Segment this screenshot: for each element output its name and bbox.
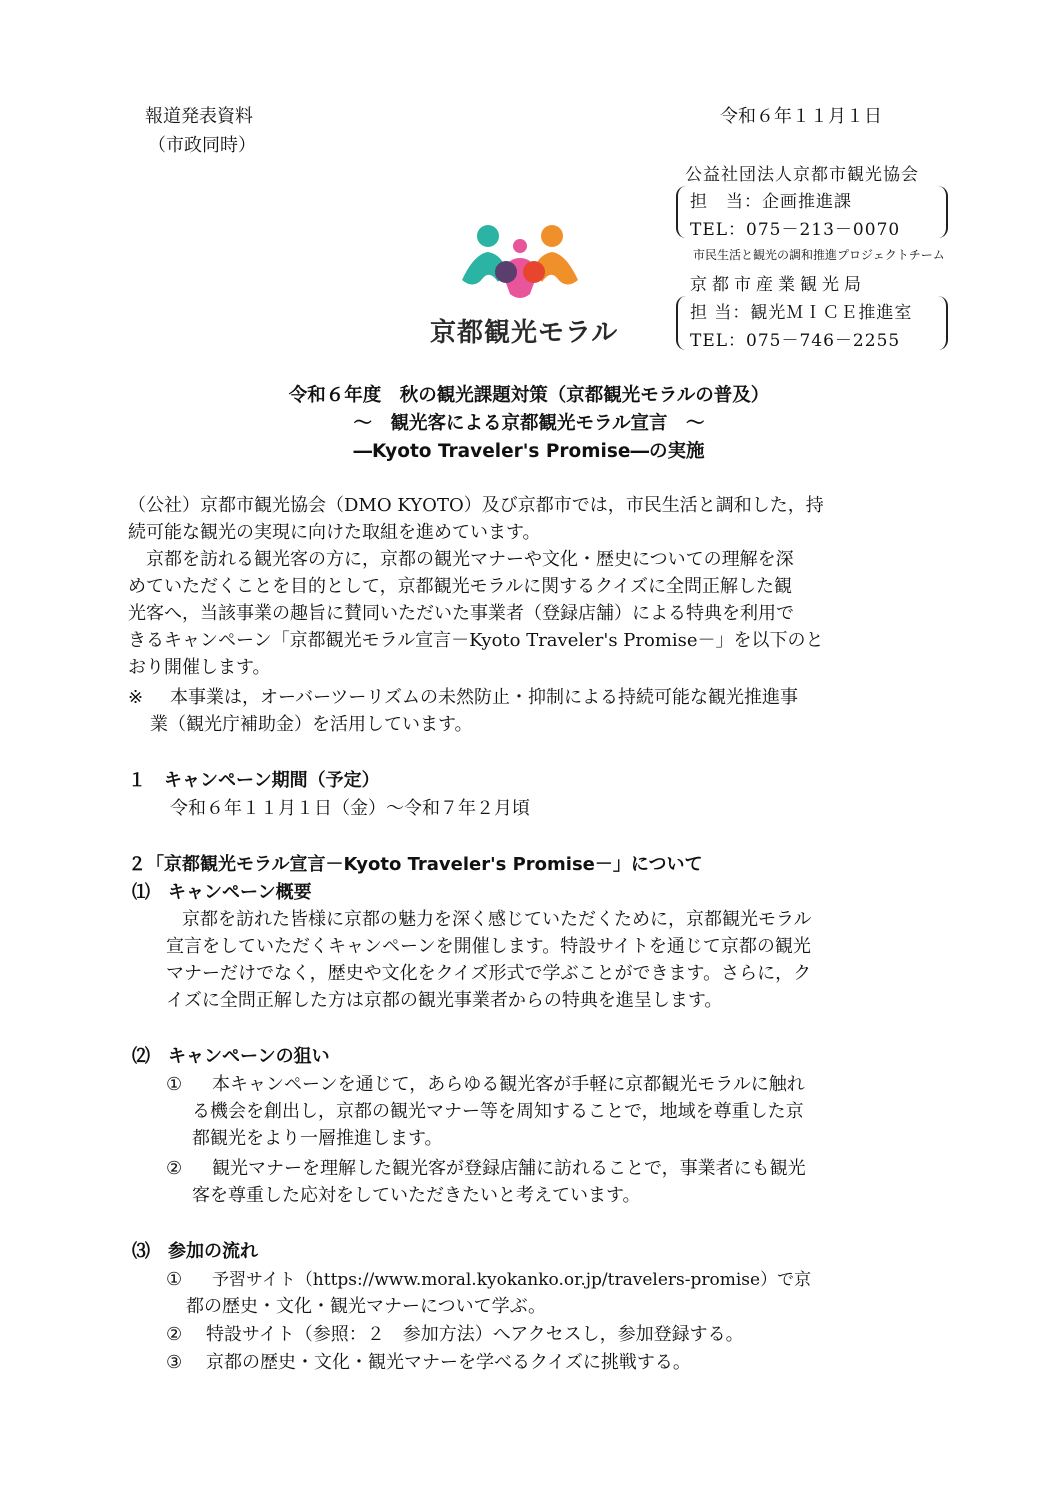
- section2-sub1-heading: ⑴ キャンペーン概要: [132, 882, 312, 903]
- intro-p1-line-2: 続可能な観光の実現に向けた取組を進めています。: [128, 522, 541, 543]
- sub1-line-2: 宣言をしていただくキャンペーンを開催します。特設サイトを通じて京都の観光: [166, 936, 811, 957]
- sub3-item1-line-1: 予習サイト（https://www.moral.kyokanko.or.jp/travelers-promise）で京: [212, 1270, 812, 1290]
- sub3-item1-line-2: 都の歴史・文化・観光マナーについて学ぶ。: [186, 1296, 546, 1317]
- sub2-item1-line-2: る機会を創出し，京都の観光マナー等を周知することで，地域を尊重した京: [192, 1101, 804, 1122]
- sub1-line-3: マナーだけでなく，歴史や文化をクイズ形式で学ぶことができます。さらに，ク: [166, 963, 812, 984]
- intro-p1-line-1: （公社）京都市観光協会（DMO KYOTO）及び京都市では，市民生活と調和した，持: [128, 495, 824, 516]
- intro-p2-line-5: おり開催します。: [128, 657, 271, 678]
- sub2-item1-line-1: 本キャンペーンを通じて，あらゆる観光客が手軽に京都観光モラルに触れ: [212, 1074, 805, 1095]
- sub3-item2-mark: ②: [166, 1324, 183, 1345]
- intro-p2-line-4: きるキャンペーン「京都観光モラル宣言－Kyoto Traveler's Promise－」を以下のと: [128, 630, 824, 651]
- contact-tel-1: TEL：075－213－0070: [690, 220, 901, 240]
- contact-note-2: 市民生活と観光の調和推進プロジェクトチーム: [693, 248, 945, 262]
- section2-sub2-heading: ⑵ キャンペーンの狙い: [132, 1046, 330, 1067]
- sub2-item2-mark: ②: [166, 1158, 183, 1179]
- title-line-3: ―Kyoto Traveler's Promise―の実施: [353, 441, 705, 462]
- release-date: 令和６年１１月１日: [720, 106, 882, 127]
- intro-note-line-1: 本事業は，オーバーツーリズムの未然防止・抑制による持続可能な観光推進事: [170, 687, 799, 708]
- sub2-item1-line-3: 都観光をより一層推進します。: [192, 1128, 443, 1149]
- sub2-item1-mark: ①: [166, 1074, 183, 1095]
- intro-p2-line-1: 京都を訪れる観光客の方に，京都の観光マナーや文化・歴史についての理解を深: [146, 549, 794, 570]
- intro-note-mark: ※: [128, 687, 144, 708]
- sub1-line-4: イズに全問正解した方は京都の観光事業者からの特典を進呈します。: [166, 990, 723, 1011]
- sub3-item2-line-1: 特設サイト（参照：２ 参加方法）へアクセスし，参加登録する。: [206, 1324, 744, 1345]
- intro-p2-line-2: めていただくことを目的として，京都観光モラルに関するクイズに全問正解した観: [128, 576, 793, 597]
- section1-body: 令和６年１１月１日（金）～令和７年２月頃: [170, 798, 530, 819]
- contact-org-1: 公益社団法人京都市観光協会: [685, 165, 919, 185]
- intro-p2-line-3: 光客へ，当該事業の趣旨に賛同いただいた事業者（登録店舗）による特典を利用で: [128, 603, 794, 624]
- intro-note-line-2: 業（観光庁補助金）を活用しています。: [150, 714, 473, 735]
- sub3-item1-mark: ①: [166, 1269, 183, 1290]
- contact-dept-2: 担 当：観光ＭＩＣＥ推進室: [690, 303, 913, 323]
- sub1-line-1: 京都を訪れた皆様に京都の魅力を深く感じていただくために，京都観光モラル: [182, 909, 812, 930]
- section2-sub3-heading: ⑶ 参加の流れ: [132, 1241, 258, 1262]
- section1-heading: １ キャンペーン期間（予定）: [128, 770, 380, 791]
- contact-dept-1: 担 当：企画推進課: [690, 192, 852, 212]
- title-line-1: 令和６年度 秋の観光課題対策（京都観光モラルの普及）: [288, 385, 770, 406]
- title-line-2: ～ 観光客による京都観光モラル宣言 ～: [353, 413, 705, 434]
- contact-tel-2: TEL：075－746－2255: [690, 331, 901, 351]
- sub3-item3-mark: ③: [166, 1352, 183, 1373]
- sub2-item2-line-2: 客を尊重した応対をしていただきたいと考えています。: [192, 1185, 641, 1206]
- sub3-item3-line-1: 京都の歴史・文化・観光マナーを学べるクイズに挑戦する。: [206, 1352, 691, 1373]
- release-label: 報道発表資料: [145, 106, 253, 127]
- logo-text: 京都観光モラル: [430, 318, 619, 348]
- release-sub: （市政同時）: [148, 135, 256, 156]
- sub2-item2-line-1: 観光マナーを理解した観光客が登録店舗に訪れることで，事業者にも観光: [212, 1158, 806, 1179]
- section2-heading: ２「京都観光モラル宣言－Kyoto Traveler's Promise－」について: [128, 854, 703, 875]
- contact-org-2: 京都市産業観光局: [690, 275, 866, 295]
